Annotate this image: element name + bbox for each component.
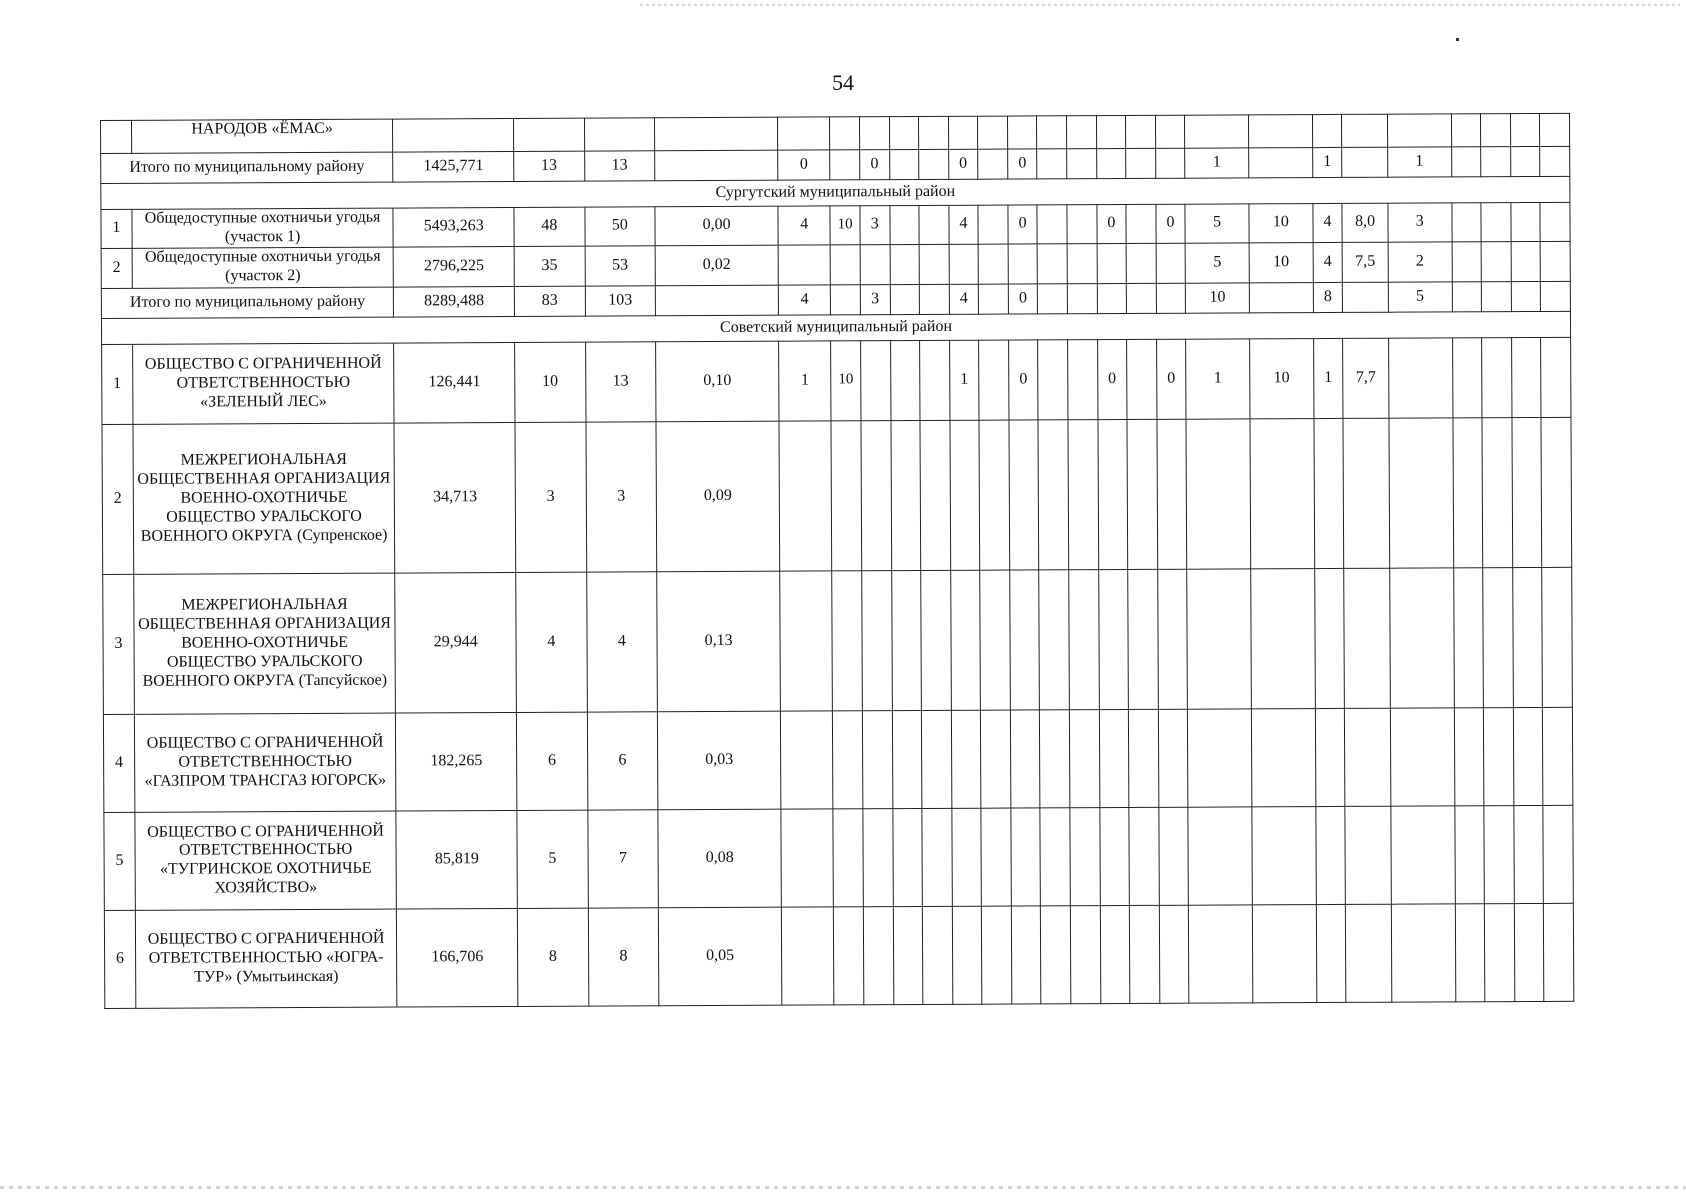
table-row: 2 Общедоступные охотничьи угодья (участок 2) 2796,225 35 53 0,02 5 10 4 7,5 2: [101, 241, 1570, 288]
area-cell: 2796,225: [394, 246, 515, 287]
table-row: 1 Общедоступные охотничьи угодья (участок 1) 5493,263 48 50 0,00 4 10 3 4 0 0 0 5 10 4 8,0 3: [101, 202, 1570, 248]
organization-name: Общедоступные охотничьи угодья (участок 2): [132, 247, 394, 288]
totals-row: Итого по муниципальному району 8289,488 83 103 4 3 4 0 10 8 5: [101, 281, 1570, 318]
totals-row: Итого по муниципальному району 1425,771 13 13 0 0 0 0 1 1 1: [101, 146, 1570, 183]
table-row: 4 ОБЩЕСТВО С ОГРАНИЧЕННОЙ ОТВЕТСТВЕННОСТЬЮ «ГАЗПРОМ ТРАНСГАЗ ЮГОРСК» 182,265 6 6 0,03: [103, 707, 1572, 812]
row-number-cell: 2: [102, 424, 133, 574]
row-number-cell: 1: [102, 344, 133, 424]
table-row: 2 МЕЖРЕГИОНАЛЬНАЯ ОБЩЕСТВЕННАЯ ОРГАНИЗАЦИЯ ВОЕННО-ОХОТНИЧЬЕ ОБЩЕСТВО УРАЛЬСКОГО ВОЕННОГО ОКРУГА (Супренское) 34,713 3 3 0,09: [102, 417, 1572, 574]
table-row: 5 ОБЩЕСТВО С ОГРАНИЧЕННОЙ ОТВЕТСТВЕННОСТЬЮ «ТУГРИНСКОЕ ОХОТНИЧЬЕ ХОЗЯЙСТВО» 85,819 5 7 0,08: [104, 805, 1573, 910]
area-cell: 34,713: [394, 422, 515, 573]
section-title: Сургутский муниципальный район: [101, 176, 1570, 209]
area-cell: 1425,771: [393, 151, 514, 182]
row-number-cell: 5: [104, 812, 135, 910]
section-title: Советский муниципальный район: [101, 311, 1570, 344]
area-cell: 29,944: [395, 572, 516, 713]
organization-name: ОБЩЕСТВО С ОГРАНИЧЕННОЙ ОТВЕТСТВЕННОСТЬЮ «ГАЗПРОМ ТРАНСГАЗ ЮГОРСК»: [134, 713, 396, 812]
page-number: 54: [832, 70, 854, 95]
area-cell: 85,819: [396, 810, 517, 909]
row-number-cell: 4: [103, 714, 134, 812]
area-cell: 166,706: [397, 908, 518, 1007]
area-cell: 126,441: [394, 342, 515, 423]
scan-artifact-top: [640, 4, 1680, 6]
organization-name: НАРОДОВ «ЁМАС»: [131, 119, 393, 153]
organization-name: ОБЩЕСТВО С ОГРАНИЧЕННОЙ ОТВЕТСТВЕННОСТЬЮ «ЗЕЛЕНЫЙ ЛЕС»: [132, 343, 394, 424]
table-row: 6 ОБЩЕСТВО С ОГРАНИЧЕННОЙ ОТВЕТСТВЕННОСТЬЮ «ЮГРА-ТУР» (Умытьинская) 166,706 8 8 0,05: [104, 903, 1573, 1008]
organization-name: Общедоступные охотничьи угодья (участок 1): [132, 208, 394, 248]
area-cell: 8289,488: [394, 286, 515, 317]
area-cell: 182,265: [396, 712, 517, 811]
organization-name: МЕЖРЕГИОНАЛЬНАЯ ОБЩЕСТВЕННАЯ ОРГАНИЗАЦИЯ ВОЕННО-ОХОТНИЧЬЕ ОБЩЕСТВО УРАЛЬСКОГО ВОЕННОГО ОКРУГА (Тапсуйское): [133, 573, 395, 714]
organization-name: ОБЩЕСТВО С ОГРАНИЧЕННОЙ ОТВЕТСТВЕННОСТЬЮ «ЮГРА-ТУР» (Умытьинская): [135, 909, 397, 1008]
row-number-cell: 6: [104, 910, 135, 1008]
table-row: 3 МЕЖРЕГИОНАЛЬНАЯ ОБЩЕСТВЕННАЯ ОРГАНИЗАЦИЯ ВОЕННО-ОХОТНИЧЬЕ ОБЩЕСТВО УРАЛЬСКОГО ВОЕННОГО ОКРУГА (Тапсуйское) 29,944 4 4 0,13: [103, 567, 1573, 714]
row-number-cell: 2: [101, 248, 132, 288]
row-number-cell: [101, 120, 132, 153]
scan-artifact-bottom: [0, 1186, 1686, 1189]
area-cell: 5493,263: [393, 207, 514, 246]
totals-label: Итого по муниципальному району: [101, 287, 394, 318]
hunting-grounds-table: [100, 113, 1574, 1009]
scan-artifact-dot: [1456, 38, 1459, 41]
row-number-cell: 3: [103, 574, 134, 714]
organization-name: МЕЖРЕГИОНАЛЬНАЯ ОБЩЕСТВЕННАЯ ОРГАНИЗАЦИЯ ВОЕННО-ОХОТНИЧЬЕ ОБЩЕСТВО УРАЛЬСКОГО ВОЕННОГО ОКРУГА (Супренское): [133, 423, 395, 574]
table-row: 1 ОБЩЕСТВО С ОГРАНИЧЕННОЙ ОТВЕТСТВЕННОСТЬЮ «ЗЕЛЕНЫЙ ЛЕС» 126,441 10 13 0,10 1 10 1 0 0 0 1 10 1 7,7: [102, 337, 1571, 424]
organization-name: ОБЩЕСТВО С ОГРАНИЧЕННОЙ ОТВЕТСТВЕННОСТЬЮ «ТУГРИНСКОЕ ОХОТНИЧЬЕ ХОЗЯЙСТВО»: [135, 811, 397, 910]
row-number-cell: 1: [101, 209, 132, 248]
totals-label: Итого по муниципальному району: [101, 152, 394, 183]
